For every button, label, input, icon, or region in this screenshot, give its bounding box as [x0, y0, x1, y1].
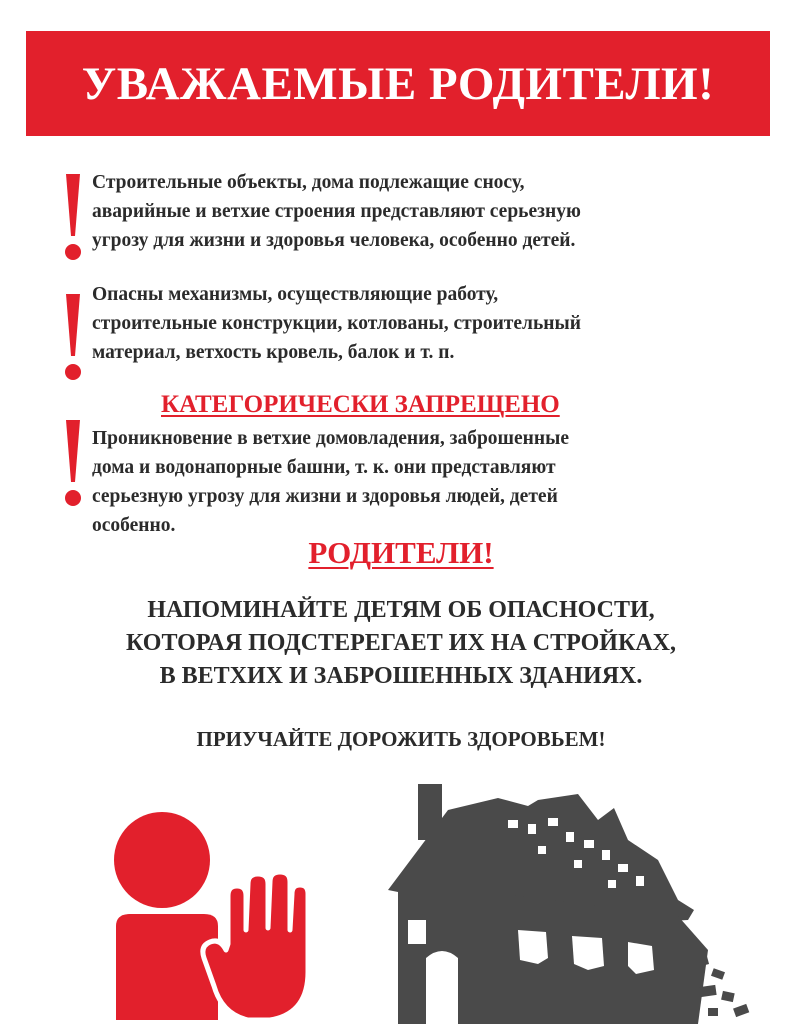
warning-line: угрозу для жизни и здоровья человека, особенно детей. [92, 230, 576, 251]
warning-line: особенно. [92, 515, 176, 536]
parents-heading-text: РОДИТЕЛИ! [308, 535, 494, 570]
prohibited-heading: КАТЕГОРИЧЕСКИ ЗАПРЕЩЕНО [161, 391, 560, 418]
ruined-house-icon [378, 780, 758, 1024]
reminder-line: КОТОРАЯ ПОДСТЕРЕГАЕТ ИХ НА СТРОЙКАХ, [125, 630, 677, 656]
reminder-text [0, 594, 802, 693]
warning-line: аварийные и ветхие строения представляют серьезную [92, 201, 581, 222]
header-banner [26, 31, 770, 136]
warning-block-1 [62, 168, 742, 264]
stop-hand-person-icon [96, 808, 306, 1020]
warning-line: материал, ветхость кровель, балок и т. п. [92, 342, 455, 363]
exclamation-icon [62, 292, 84, 384]
exclamation-icon [62, 172, 84, 264]
parents-heading [0, 535, 802, 571]
warning-line: дома и водонапорные башни, т. к. они представляют [92, 457, 556, 478]
health-slogan: ПРИУЧАЙТЕ ДОРОЖИТЬ ЗДОРОВЬЕМ! [196, 727, 606, 751]
page-title: УВАЖАЕМЫЕ РОДИТЕЛИ! [81, 57, 715, 110]
exclamation-icon [62, 418, 84, 510]
warning-text-3 [92, 424, 747, 540]
reminder-line: НАПОМИНАЙТЕ ДЕТЯМ ОБ ОПАСНОСТИ, [147, 597, 655, 623]
warning-line: серьезную угрозу для жизни и здоровья людей, детей [92, 486, 558, 507]
warning-text-2 [92, 280, 747, 367]
warning-line: строительные конструкции, котлованы, строительный [92, 313, 581, 334]
warning-line: Опасны механизмы, осуществляющие работу, [92, 284, 499, 305]
warning-line: Строительные объекты, дома подлежащие сносу, [92, 172, 525, 193]
warning-block-2 [62, 280, 742, 380]
warning-line: Проникновение в ветхие домовладения, заброшенные [92, 428, 570, 449]
reminder-line: В ВЕТХИХ И ЗАБРОШЕННЫХ ЗДАНИЯХ. [159, 663, 643, 689]
warning-text-1 [92, 168, 747, 255]
warning-block-3 [62, 424, 742, 544]
